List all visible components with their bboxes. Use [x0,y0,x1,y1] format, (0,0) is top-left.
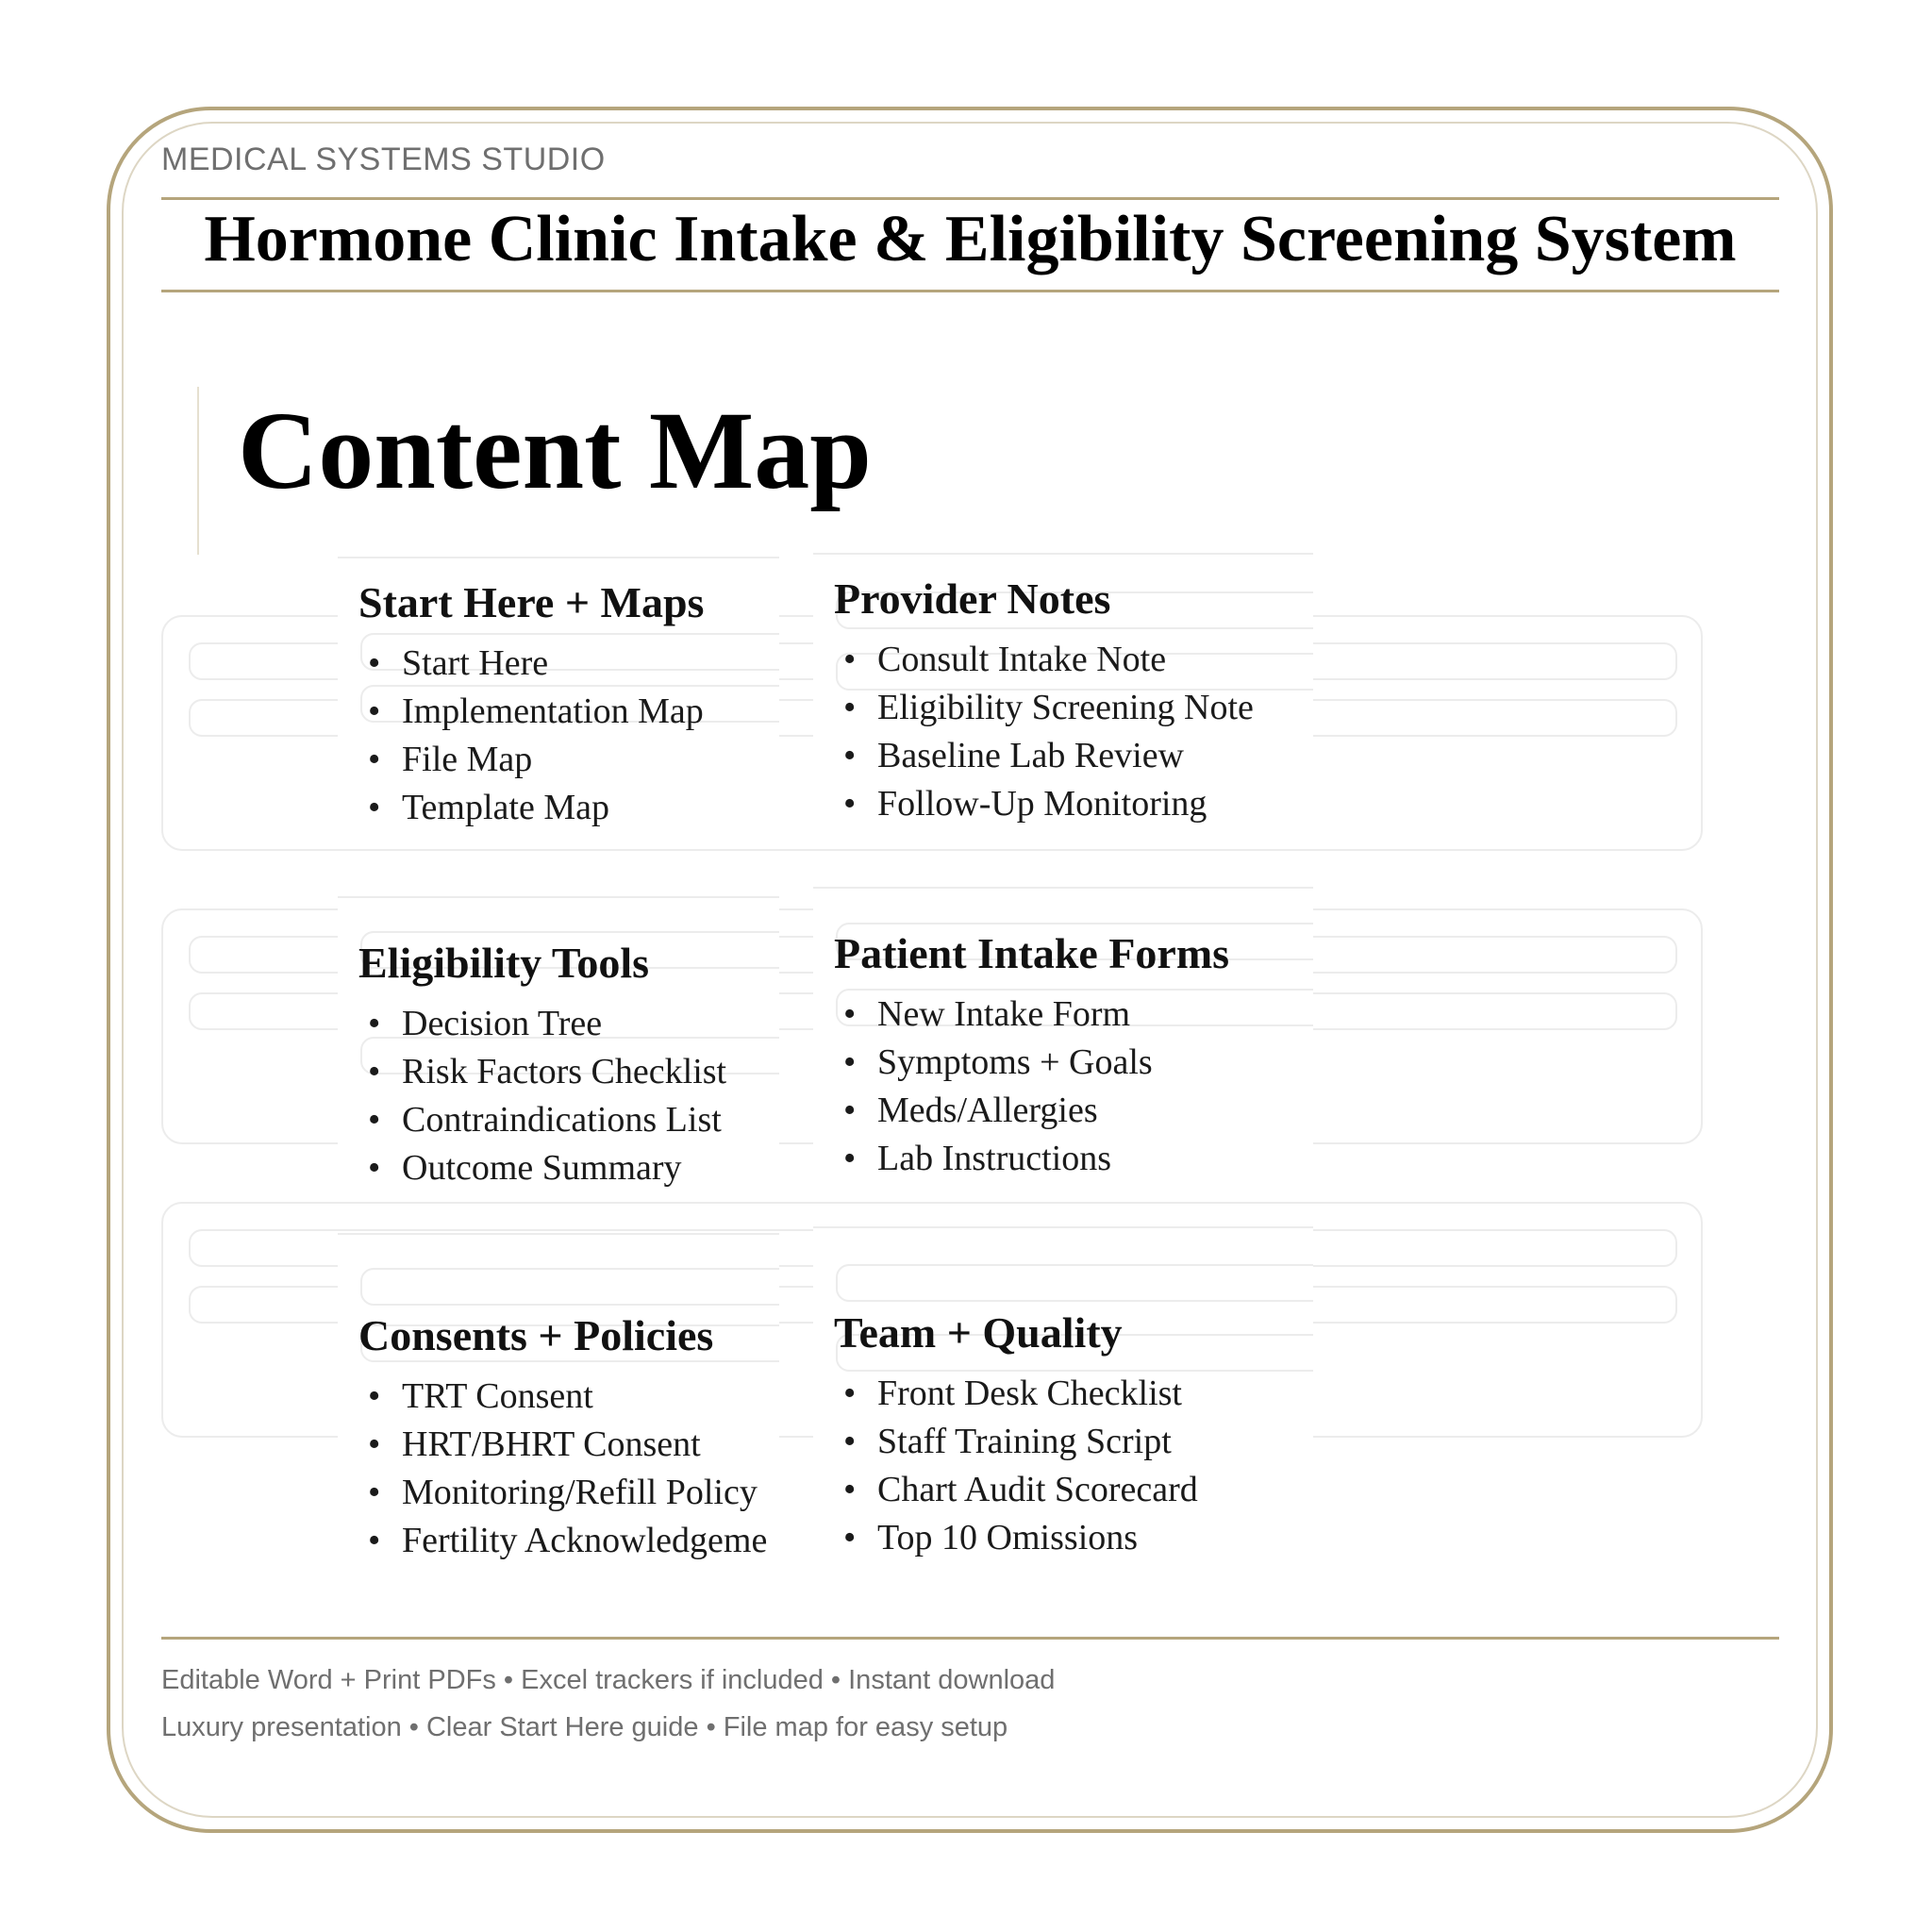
footer-features-line-1: Editable Word + Print PDFs • Excel trackers if included • Instant download [161,1665,1056,1695]
content-card [338,896,779,1198]
card-title: Provider Notes [834,575,1111,623]
list-item: • File Map [368,740,533,779]
list-item: • Staff Training Script [843,1422,1172,1461]
footer-rule [161,1637,1779,1640]
list-item: • Eligibility Screening Note [843,688,1254,727]
list-item: • Top 10 Omissions [843,1518,1139,1557]
card-item-list [358,1373,767,1565]
list-item: • Symptoms + Goals [843,1042,1153,1082]
list-item: • Monitoring/Refill Policy [368,1473,758,1512]
list-item: • Contraindications List [368,1100,722,1140]
list-item: • Follow-Up Monitoring [843,784,1208,824]
list-item: • Meds/Allergies [843,1091,1098,1130]
content-card [338,557,779,832]
list-item: • Consult Intake Note [843,640,1167,679]
card-item-list [358,640,704,832]
card-title: Start Here + Maps [358,578,705,626]
card-ghost-pill [360,1268,779,1306]
list-item: • Risk Factors Checklist [368,1052,727,1091]
list-item: • Template Map [368,788,609,827]
content-card [813,1226,1313,1574]
list-item: • Front Desk Checklist [843,1374,1182,1413]
list-item: • Outcome Summary [368,1148,682,1188]
list-item: • Chart Audit Scorecard [843,1470,1198,1509]
card-title: Consents + Policies [358,1311,714,1359]
card-item-list [358,1000,726,1192]
list-item: • Implementation Map [368,691,704,731]
brand-label: MEDICAL SYSTEMS STUDIO [161,142,606,177]
section-title: Content Map [238,389,872,512]
card-ghost-pill [836,1264,1313,1302]
list-item: • HRT/BHRT Consent [368,1424,701,1464]
footer-features-line-2: Luxury presentation • Clear Start Here guide • File map for easy setup [161,1712,1008,1742]
list-item: • TRT Consent [368,1376,593,1416]
card-item-list [834,636,1254,828]
content-card [813,553,1313,828]
list-item: • Decision Tree [368,1004,603,1043]
list-item: • Fertility Acknowledgeme [368,1521,768,1560]
card-title: Patient Intake Forms [834,929,1230,977]
list-item: • Start Here [368,643,549,683]
section-accent-bar [197,387,199,555]
header-bottom-rule [161,290,1779,292]
card-item-list [834,991,1153,1172]
content-card [813,887,1313,1172]
list-item: • Lab Instructions [843,1139,1112,1172]
card-title: Eligibility Tools [358,939,650,987]
list-item: • New Intake Form [843,994,1131,1034]
list-item: • Baseline Lab Review [843,736,1185,775]
content-card [338,1233,779,1574]
document-title: Hormone Clinic Intake & Eligibility Screening System [204,203,1737,275]
card-item-list [834,1370,1198,1562]
card-title: Team + Quality [834,1308,1123,1357]
header-top-rule [161,197,1779,200]
